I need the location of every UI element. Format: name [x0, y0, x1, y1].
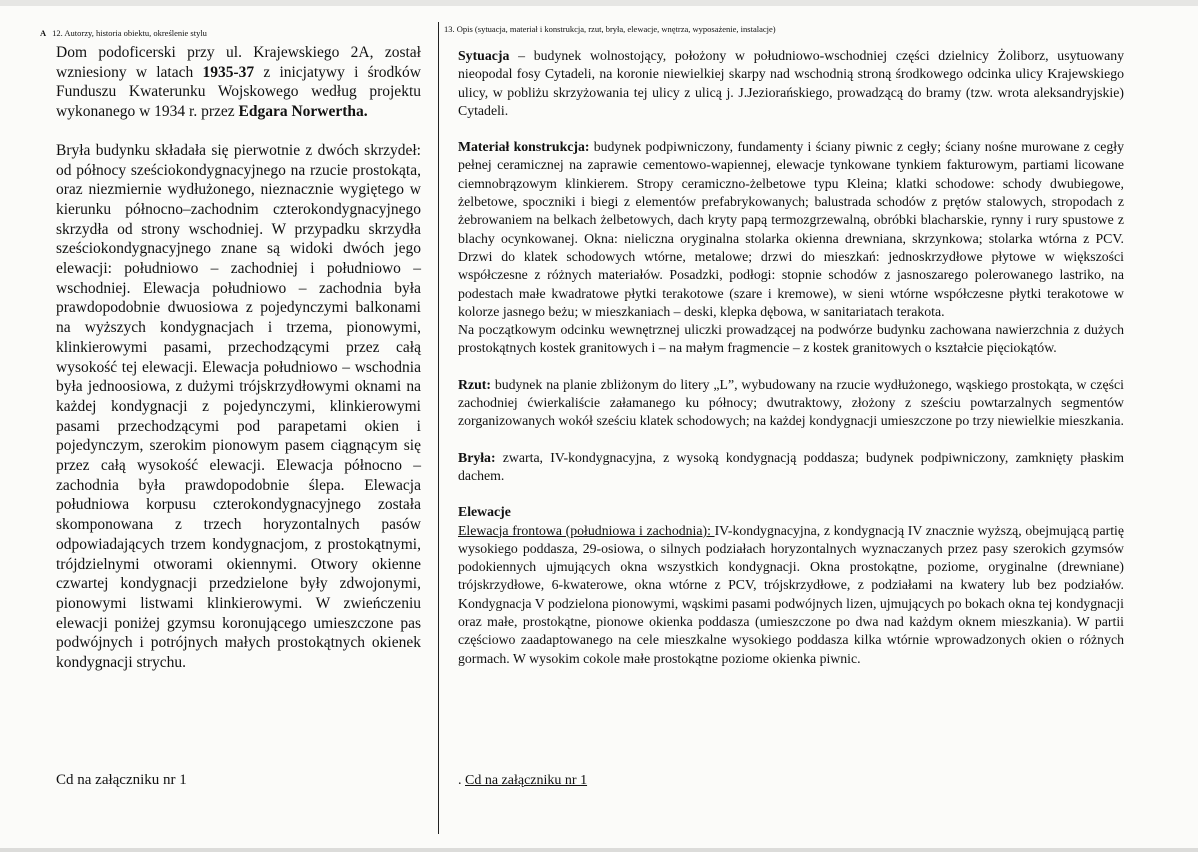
history-paragraph-2: Bryła budynku składała się pierwotnie z dwóch skrzydeł: od północy sześciokondygnacyjnego na rzucie prostokąta, oraz niezmiernie wydłużonego, nieznacznie wygiętego w kierunku północno–zachodnim czterokondygnacyjnego skrzydła od strony wschodniej. W przypadku skrzydła sześciokondygnacyjnego znane są widoki dwóch jego elewacji: południowo – zachodniej i południowo – wschodniej. Elewacja południowo – zachodnia była prawdopodobnie dwuosiowa z pojedynczymi balkonami na wyższych kondygnacjach i trzema, pionowymi, klinkierowymi pasami, przechodzącymi przez całą wysokość tej elewacji. Elewacja południowo – wschodnia była jednoosiowa, z dużymi trójskrzydłowymi oknami na każdej kondygnacji z pojedynczymi, klinkierowymi pasami przechodzącymi pod parapetami okien i pojedynczym, szerokim pionowym pasem ciągnącym się przez całą wysokość elewacji. Elewacja północno – zachodnia była prawdopodobnie ślepa. Elewacja południowa korpusu czterokondygnacyjnego została skomponowana z trzech horyzontalnych pasów odpowiadających trzem kondygnacjom, z prostokątnymi, trójdzielnymi otworami okiennymi. Otwory okienne czwartej kondygnacji przedzielone były zdwojonymi, pionowymi listwami klinkierowymi. W zwieńczeniu elewacji poniżej gzymsu koronującego umieszczone pas podwójnych i potrójnych małych prostokątnych okienek kondygnacji strychu. [56, 141, 421, 672]
right-continuation-note [458, 773, 587, 789]
mass-label: Bryła: [458, 449, 496, 465]
material-text: budynek podpiwniczony, fundamenty i ściany piwnic z cegły; ściany nośne murowane z cegły pełnej ceramicznej na zaprawie cementowo-wapiennej, elewacje tynkowane tynkiem fakturowym, partiami licowane ciemnobrązowym klinkierem. Stropy ceramiczno-żelbetowe typu Kleina; klatki schodowe: schody dwubiegowe, żelbetowe, spoczniki i biegi z elementów prefabrykowanych; balustrada schodów z prętów stalowych, stropodach z żebrowaniem na belkach żelbetowych, dach kryty papą termozgrzewalną, obróbki blacharskie, rynny i rury spustowe z blachy ocynkowanej. Okna: nieliczna oryginalna stolarka okienna drewniana, skrzynkowa; stolarka wtórna z PCV. Drzwi do klatek schodowych wtórne, metalowe; drzwi do mieszkań: jednoskrzydłowe płytowe w większości współczesne z różnych materiałów. Posadzki, podłogi: stopnie schodów z jasnoszarego polerowanego lastriko, na podestach małe kwadratowe płytki terakotowe (szare i kremowe), w sieni wtórne współczesne płytki terakotowe w kolorze jasnego beżu; w mieszkaniach – deski, klepka dębowa, w sanitariatach terakota. [458, 139, 1124, 319]
left-section-header [40, 28, 207, 38]
situation-paragraph [458, 47, 1124, 120]
elevations-heading [458, 503, 1124, 521]
material-paragraph [458, 138, 1124, 321]
scan-edge-top [0, 0, 1198, 6]
construction-years: 1935-37 [202, 63, 255, 81]
scan-edge-bottom [0, 848, 1198, 852]
left-header-text: 12. Autorzy, historia obiektu, określenie stylu [52, 28, 207, 38]
situation-label: Sytuacja [458, 48, 510, 63]
mass-text: zwarta, IV-kondygnacyjna, z wysoką kondygnacją poddasza; budynek podpiwniczony, zamknięty płaskim dachem. [458, 449, 1124, 483]
section-marker: A [40, 28, 47, 38]
column-divider [438, 22, 439, 834]
front-elevation-subheading: Elewacja frontowa (południowa i zachodnia): [458, 522, 715, 538]
history-paragraph-1 [56, 43, 421, 122]
left-continuation-note: Cd na załączniku nr 1 [56, 772, 187, 788]
right-section-header: 13. Opis (sytuacja, materiał i konstrukcja, rzut, bryła, elewacje, wnętrza, wyposażenie, instalacje) [444, 24, 776, 34]
description-column [458, 47, 1124, 668]
mass-paragraph [458, 449, 1124, 486]
history-text-a: Dom podoficerski przy ul. Krajewskiego 2A, został wzniesiony w latach [56, 44, 421, 81]
plan-text: budynek na planie zbliżonym do litery „L”, wybudowany na rzucie wydłużonego, wąskiego prostokąta, w części zachodniej ćwierkaliście załamanego ku północy; dwutraktowy, złożony z sześciu powtarzalnych segmentów zorganizowanych wokół sześciu klatek schodowych; na każdej kondygnacji umieszczone po trzy niewielkie mieszkania. [458, 376, 1124, 429]
elevations-paragraph [458, 522, 1124, 668]
front-elevation-text: IV-kondygnacyjna, z kondygnacją IV znacznie wyższą, obejmującą partię wysokiego poddasza, 29-osiowa, o silnych podziałach horyzontalnych wyznaczanych przez pasy szerokich gzymsów podokiennych ujmujących okna wszystkich kondygnacji. Okna prostokątne, poziome, oryginalne (drewniane) trójskrzydłowe, 6-kwaterowe, okna wtórne z PCV, trójskrzydłowe, z podziałami na kwatery lub bez podziałów. Kondygnacja V podzielona pionowymi, wąskimi pasami podwójnych lizen, ujmujących po bokach okna tej kondygnacji oraz małe, prostokątne, pionowe okienka poddasza (umieszczone po dwa nad każdym oknem mieszkania). W partii częściowo zaadaptowanego na cele mieszkalne wysokiego poddasza kilka wtórnie wprowadzonych okien o różnych gormach. W wysokim cokole małe prostokątne poziome okienka piwnic. [458, 522, 1124, 666]
plan-label: Rzut: [458, 376, 491, 392]
continuation-link-text: Cd na załączniku nr 1 [465, 773, 588, 788]
architect-name: Edgara Norwertha. [238, 103, 368, 121]
material-label: Materiał konstrukcja: [458, 139, 590, 155]
history-text-b: z inicjatywy i środków Funduszu Kwaterunku Wojskowego według projektu wykonanego w 1934 r. przez [56, 63, 421, 121]
continuation-prefix: . [458, 773, 465, 788]
situation-text: – budynek wolnostojący, położony w południowo-wschodniej części dzielnicy Żoliborz, usytuowany nieopodal fosy Cytadeli, na koronie niewielkiej skarpy nad wschodnią stroną środkowego odcinka ulicy Krajewskiego ulicy, w pobliżu skrzyżowania tej ulicy z ulicą j. J.Jeziorańskiego, prowadzącą do bramy (tzw. wrota aleksandryjskie) Cytadeli. [458, 48, 1124, 118]
plan-paragraph [458, 376, 1124, 431]
material-paragraph-2: Na początkowym odcinku wewnętrznej uliczki prowadzącej na podwórze budynku zachowana nawierzchnia z dużych prostokątnych kostek granitowych i – na małym fragmencie – z kostek granitowych o kształcie pięciokątów. [458, 322, 1124, 356]
elevations-title: Elewacje [458, 504, 511, 520]
history-column [56, 43, 421, 673]
